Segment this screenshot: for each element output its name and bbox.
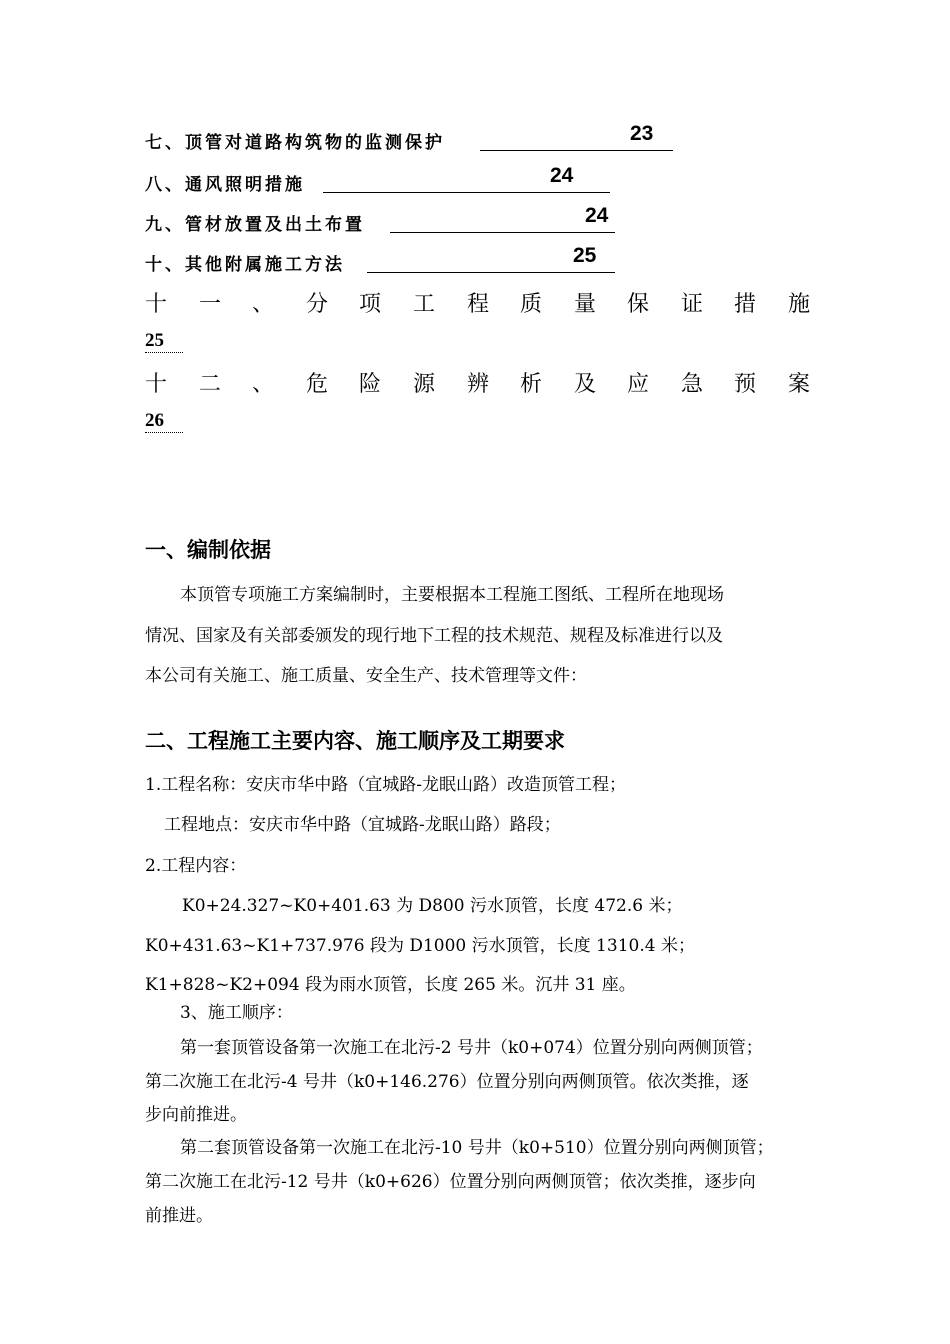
toc-char: 措: [734, 292, 757, 317]
toc-char: 、: [252, 372, 275, 397]
toc-page-number: 24: [550, 164, 574, 187]
section-heading: 二、工程施工主要内容、施工顺序及工期要求: [145, 728, 565, 753]
toc-char: 工: [413, 292, 436, 317]
toc-char: 证: [681, 292, 704, 317]
toc-leader: [390, 210, 615, 233]
paragraph-line: 步向前推进。: [145, 1105, 247, 1125]
paragraph-line: K1+828~K2+094 段为雨水顶管，长度 265 米。沉井 31 座。: [145, 975, 636, 995]
toc-page-number: 25: [573, 244, 597, 267]
toc-char: 十: [145, 292, 168, 317]
paragraph-line: 本顶管专项施工方案编制时，主要根据本工程施工图纸、工程所在地现场: [180, 585, 724, 605]
toc-entry-11[interactable]: [145, 287, 810, 317]
paragraph-line: 本公司有关施工、施工质量、安全生产、技术管理等文件：: [145, 666, 587, 686]
toc-char: 分: [306, 292, 329, 317]
toc-char: 辨: [467, 372, 490, 397]
paragraph-line: 3、施工顺序：: [180, 1003, 293, 1023]
paragraph-line: 第二次施工在北污-4 号井（k0+146.276）位置分别向两侧顶管。依次类推，逐: [145, 1072, 749, 1092]
toc-char: 析: [520, 372, 543, 397]
paragraph-line: K0+431.63~K1+737.976 段为 D1000 污水顶管，长度 1310.4 米；: [145, 936, 695, 956]
toc-page-number: 25: [145, 330, 183, 353]
toc-char: 程: [467, 292, 490, 317]
toc-label: 八、通风照明措施: [145, 175, 305, 195]
toc-char: 及: [574, 372, 597, 397]
toc-label: 七、顶管对道路构筑物的监测保护: [145, 133, 445, 153]
toc-char: 案: [788, 372, 811, 397]
toc-char: 量: [574, 292, 597, 317]
paragraph-line: 1.工程名称：安庆市华中路（宜城路-龙眠山路）改造顶管工程；: [145, 775, 626, 795]
toc-char: 急: [681, 372, 704, 397]
toc-entry-12[interactable]: [145, 367, 810, 397]
toc-page-number: 26: [145, 410, 183, 433]
toc-entry-10[interactable]: [145, 244, 615, 280]
toc-entry-7[interactable]: [145, 122, 675, 158]
toc-char: 施: [788, 292, 811, 317]
toc-char: 险: [359, 372, 382, 397]
paragraph-line: 工程地点：安庆市华中路（宜城路-龙眠山路）路段；: [164, 815, 561, 835]
toc-char: 二: [199, 372, 222, 397]
paragraph-line: K0+24.327~K0+401.63 为 D800 污水顶管，长度 472.6 米；: [182, 896, 683, 916]
paragraph-line: 第一套顶管设备第一次施工在北污-2 号井（k0+074）位置分别向两侧顶管；: [180, 1038, 763, 1058]
section-heading: 一、编制依据: [145, 537, 271, 562]
paragraph-line: 2.工程内容：: [145, 856, 247, 876]
toc-char: 预: [734, 372, 757, 397]
toc-page-number: 24: [585, 204, 609, 227]
toc-char: 一: [199, 292, 222, 317]
toc-char: 项: [359, 292, 382, 317]
toc-char: 源: [413, 372, 436, 397]
toc-char: 质: [520, 292, 543, 317]
paragraph-line: 前推进。: [145, 1206, 213, 1226]
paragraph-line: 第二次施工在北污-12 号井（k0+626）位置分别向两侧顶管；依次类推，逐步向: [145, 1172, 756, 1192]
toc-entry-8[interactable]: [145, 164, 610, 200]
toc-page-number: 23: [630, 122, 654, 145]
toc-label: 十、其他附属施工方法: [145, 255, 345, 275]
toc-entry-9[interactable]: [145, 204, 615, 240]
paragraph-line: 情况、国家及有关部委颁发的现行地下工程的技术规范、规程及标准进行以及: [145, 626, 723, 646]
toc-char: 、: [252, 292, 275, 317]
toc-char: 十: [145, 372, 168, 397]
paragraph-line: 第二套顶管设备第一次施工在北污-10 号井（k0+510）位置分别向两侧顶管；: [180, 1138, 774, 1158]
toc-char: 危: [306, 372, 329, 397]
toc-char: 应: [627, 372, 650, 397]
toc-char: 保: [627, 292, 650, 317]
toc-label: 九、管材放置及出土布置: [145, 215, 365, 235]
